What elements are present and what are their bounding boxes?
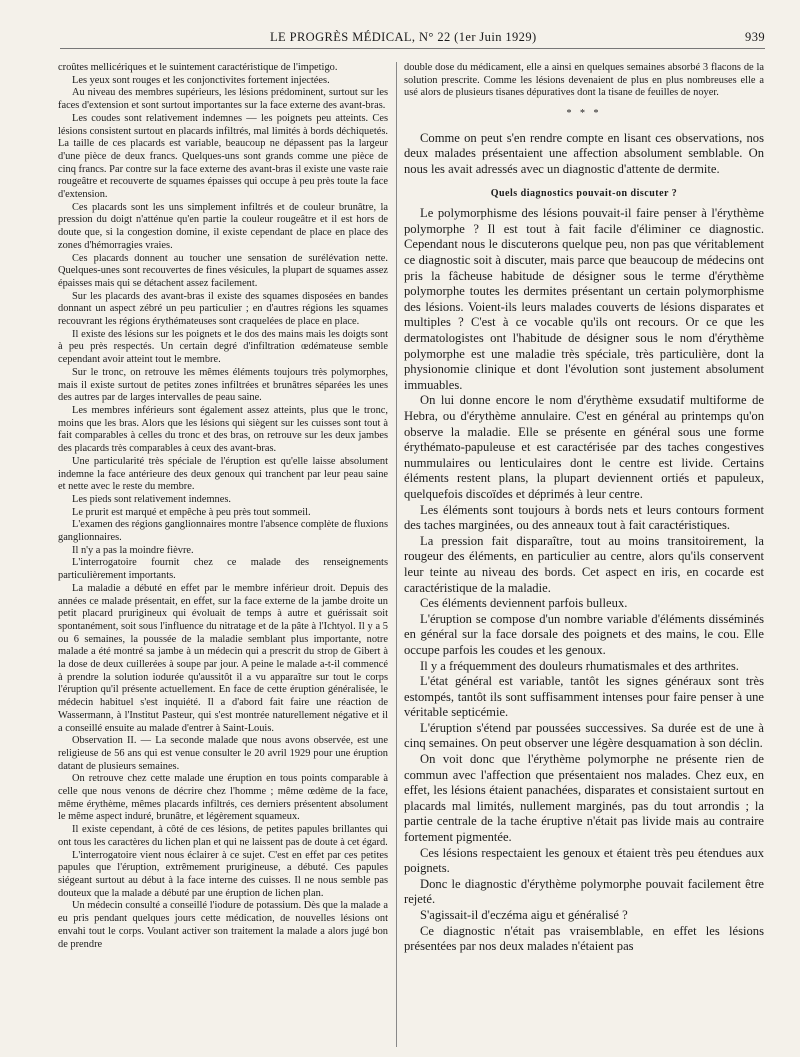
paragraph: On lui donne encore le nom d'érythème exsudatif multiforme de Hebra, ou d'érythème annulaire. C'est en général au printemps qu'on observe la maladie. Elle se présente en général sous une forme érythémato-papuleuse et est caractérisée par des taches congestives nummulaires ou lenticulaires dont le centre est livide. Certains éléments restent plans, la plupart deviennent ortiés et papuleux, quelquefois discoïdes et déprimés à leur centre. (404, 393, 764, 501)
comment-paragraph: Comme on peut s'en rendre compte en lisant ces observations, nos deux malades présentaient une affection absolument semblable. On nous les avait adressés avec un diagnostic d'attente de dermite. (404, 130, 764, 176)
paragraph: Ces placards sont les uns simplement infiltrés et de couleur brunâtre, la pression du doigt n'atténue qu'en partie la couleur rougeâtre et il est hors de doute que, si la congestion domine, il existe cependant de place en place des zones d'hémorragies vraies. (58, 201, 388, 251)
paragraph: Au niveau des membres supérieurs, les lésions prédominent, surtout sur les faces d'extension et sont surtout importantes sur la face externe des avant-bras. (58, 87, 388, 112)
paragraph: La pression fait disparaître, tout au moins transitoirement, la rougeur des éléments, en particulier au centre, alors qu'ils conservent leur teinte au niveau des bords. Cet aspect en iris, en cocarde est caractéristique de la maladie. (404, 533, 764, 595)
paragraph: Les éléments sont toujours à bords nets et leurs contours forment des taches marginées, ou des anneaux tout à fait caractéristiques. (404, 502, 764, 533)
section-heading: Quels diagnostics pouvait-on discuter ? (490, 187, 678, 199)
paragraph: L'éruption se compose d'un nombre variable d'éléments disséminés en général sur la face dorsale des poignets et des mains, le cou. Elle occupe parfois les coudes et les genoux. (404, 611, 764, 657)
right-body-text (404, 206, 764, 955)
running-header (60, 30, 765, 49)
paragraph: Sur les placards des avant-bras il existe des squames disposées en bandes donnant un aspect zébré un peu particulier ; en d'autres régions les squames recouvrant les régions érythémateuses sont craquelées de place en place. (58, 290, 388, 328)
paragraph: Il y a fréquemment des douleurs rhumatismales et des arthrites. (420, 658, 739, 673)
paragraph: L'examen des régions ganglionnaires montre l'absence complète de fluxions ganglionnaires. (58, 519, 388, 544)
paragraph: Les yeux sont rouges et les conjonctivites fortement injectées. (72, 74, 330, 86)
paragraph: Il existe cependant, à côté de ces lésions, de petites papules brillantes qui ont tous les caractères du lichen plan et qui ne laissent pas de doute à cet égard. (58, 824, 388, 848)
paragraph: Ce diagnostic n'était pas vraisemblable, en effet les lésions présentées par nos deux malades n'étaient pas (404, 923, 764, 954)
paragraph: Un médecin consulté a conseillé l'iodure de potassium. Dès que la malade a eu pris pendant quelques jours cette médication, de nouvelles lésions ont envahi tout le corps. Voulant activer son traitement la malade a alors jugé bon de prendre (58, 900, 388, 950)
left-column (58, 62, 388, 951)
asterism-divider: * * * (566, 108, 602, 120)
paragraph: S'agissait-il d'eczéma aigu et généralisé ? (420, 908, 628, 923)
paragraph: Donc le diagnostic d'érythème polymorphe pouvait facilement être rejeté. (404, 876, 764, 907)
right-column (404, 62, 764, 955)
paragraph: Il existe des lésions sur les poignets et le dos des mains mais les doigts sont à peu près respectés. Un certain degré d'infiltration œdémateuse semble cependant avoir atteint tout le membre. (58, 328, 388, 366)
paragraph: Le polymorphisme des lésions pouvait-il faire penser à l'érythème polymorphe ? Il est tout à fait facile d'éliminer ce diagnostic. Cependant nous le discuterons quelque peu, non pas que véritablement ce diagnostic soit à discuter, mais parce que beaucoup de médecins ont pris la fâcheuse habitude de désigner sous le terme d'érythème polymorphe toutes les dermites présentant un certain polymorphisme des lésions. Voient-ils leurs malades couverts de lésions disparates et multiples ? C'est à ce vocable qu'ils ont recours. Or ce que les dermatologistes ont l'habitude de désigner sous le nom d'érythème polymorphe est une maladie très spéciale, très particulière, dont la physionomie clinique et dont l'évolution sont justement absolument immuables. (404, 206, 764, 392)
paragraph: L'interrogatoire vient nous éclairer à ce sujet. C'est en effet par ces petites papules que l'éruption, extrêmement prurigineuse, a débuté. Ces papules siégeant surtout au début à la face interne des cuisses. Il ne nous semble pas douteux que la malade a débuté par une éruption de lichen plan. (58, 849, 388, 899)
paragraph: Les pieds sont relativement indemnes. (72, 493, 231, 505)
paragraph: Ces éléments deviennent parfois bulleux. (420, 596, 628, 611)
paragraph: Ces placards donnent au toucher une sensation de surélévation nette. Quelques-unes sont recouvertes de fines vésicules, la plupart de squames assez épaisses mais qui se détachent assez facilement. (58, 252, 388, 289)
paragraph: L'éruption s'étend par poussées successives. Sa durée est de une à cinq semaines. On peut observer une légère desquamation à son déclin. (404, 720, 764, 751)
page-number: 939 (745, 30, 765, 44)
journal-title: LE PROGRÈS MÉDICAL, N° 22 (1er Juin 1929) (270, 30, 537, 44)
paragraph: Le prurit est marqué et empêche à peu près tout sommeil. (72, 506, 311, 518)
paragraph: croûtes mellicériques et le suintement caractéristique de l'impetigo. (58, 62, 338, 73)
paragraph: Les membres inférieurs sont également assez atteints, plus que le tronc, moins que les bras. Alors que les lésions qui siègent sur les cuisses sont tout à fait comparables à celles du tronc et des bras, on retrouve sur les deux jambes des placards très comparables à ceux des avant-bras. (58, 404, 388, 455)
paragraph: On retrouve chez cette malade une éruption en tous points comparable à celle que nous venons de décrire chez l'homme ; même œdème de la face, même érythème, mêmes placards infiltrés, ces derniers présentent absolument le même aspect induré, brunâtre, et légèrement squameux. (58, 773, 388, 823)
paragraph: Une particularité très spéciale de l'éruption est qu'elle laisse absolument indemne la face antérieure des deux genoux qui tranchent par leur peau saine et nette avec le reste du membre. (58, 455, 388, 493)
paragraph: L'état général est variable, tantôt les signes généraux sont très estompés, tantôt ils sont suffisamment intenses pour faire penser à une véritable septicémie. (404, 674, 764, 720)
paragraph: Les coudes sont relativement indemnes — les poignets peu atteints. Ces lésions consistent surtout en placards infiltrés, mal limités à bords déchiquetés. La taille de ces placards est variable, beaucoup ne dépassent pas la largeur d'une pièce de deux francs. Quelques-uns sont grands comme une pièce de cinq francs. Par contre sur la face externe des avant-bras il existe une vaste raie rougeâtre et recouverte de squames épaisses qui occupe à peu près toute la face d'extension. (58, 112, 388, 201)
continued-paragraph: double dose du médicament, elle a ainsi en quelques semaines absorbé 3 flacons de la solution prescrite. Comme les lésions devenaient de plus en plus nombreuses elle a usé alors de plusieurs tisanes dépuratives dont la tisane de feuilles de noyer. (404, 62, 764, 99)
paragraph: Ces lésions respectaient les genoux et étaient très peu étendues aux poignets. (404, 845, 764, 876)
paragraph: Il n'y a pas la moindre fièvre. (72, 544, 194, 556)
column-divider (396, 62, 397, 1047)
paragraph: Sur le tronc, on retrouve les mêmes éléments toujours très polymorphes, mais il existe surtout de petites zones infiltrées et brunâtres séparées les unes des autres par de larges intervalles de peau saine. (58, 366, 388, 404)
paragraph: Observation II. — La seconde malade que nous avons observée, est une religieuse de 56 ans qui est venue consulter le 20 avril 1929 pour une éruption datant de plusieurs semaines. (58, 735, 388, 772)
paragraph: L'interrogatoire fournit chez ce malade des renseignements particulièrement importants. (58, 557, 388, 582)
paragraph: On voit donc que l'érythème polymorphe ne présente rien de commun avec l'affection que présentaient nos malades. Chez eux, en effet, les lésions étaient panachées, disparates et consistaient surtout en placards mal limités, nullement marginés, pas du tout arrondis ; la partie centrale de la tache éruptive n'était pas livide mais au contraire fortement pigmentée. (404, 752, 764, 845)
paragraph: La maladie a débuté en effet par le membre inférieur droit. Depuis des années ce malade présentait, en effet, sur la face externe de la jambe droite un petit placard prurigineux qui évoluait de temps à autre et guérissait soit spontanément, soit sous l'influence du nitratage et de la pâte à l'Ichtyol. Il y a 5 ou 6 semaines, la poussée de la maladie semblant plus importante, notre malade a été montré sa jambe à un médecin qui a prescrit du strop de Gibert à la dose de deux cuillerées à soupe par jour. A peine le malade a-t-il commencé à prendre la solution iodurée qu'aussitôt il a vu apparaître sur tout le corps l'éruption qu'il présente actuellement. En face de cette éruption généralisée, le médecin habituel s'est inquiété. Il a d'abord fait faire une réaction de Wassermann, à l'Institut Pasteur, qui s'est montrée naturellement négative et il a conseillé ensuite au malade d'entrer à Saint-Louis. (58, 582, 388, 734)
